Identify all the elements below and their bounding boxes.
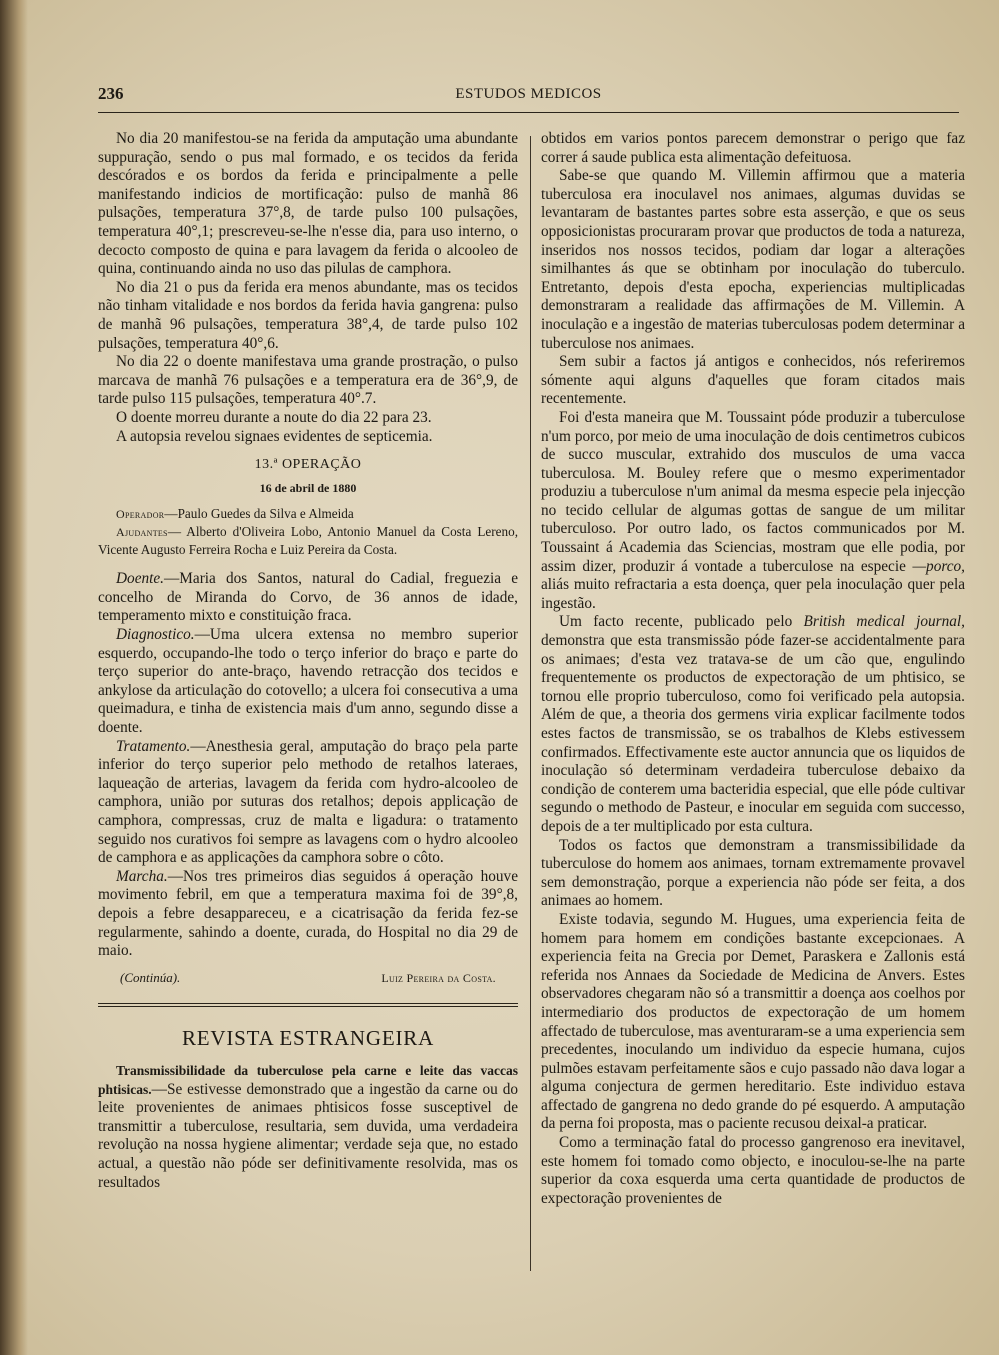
paragraph: A autopsia revelou signaes evidentes de septicemia. xyxy=(116,427,433,445)
article-intro xyxy=(98,1062,518,1192)
section-rule xyxy=(98,1003,518,1004)
operation-title: 13.ª OPERAÇÃO xyxy=(254,457,362,473)
diagnostico-label: Diagnostico. xyxy=(116,626,195,644)
article-text: —Se estivesse demonstrado que a ingestão da carne ou do leite provenientes de animaes phtisicos fosse susceptivel de transmittir a tuberculose, resultaria, sem duvida, uma verdadeira revolução na nossa hygiene alimentar; verdade seja que, no estado actual, a questão não póde ser definitivamente resolvida, mas os resultados xyxy=(98,1080,518,1191)
tratamento-text: —Anesthesia geral, amputação do braço pela parte inferior do terço superior pelo methodo de retalhos lateraes, laqueação de arterias, lavagem da ferida com hydro-alcooleo de camphora, união por suturas dos retalhos; depois applicação de camphora, compressas, cruz de malta e ligadura: o tratamento seguido nos curativos foi sempre as lavagens com o hydro alcooleo de camphora e as applicações da camphora sobre o côto. xyxy=(98,737,518,867)
paragraph: Todos os factos que demonstram a transmissibilidade da tuberculose do homem aos animaes, tornam extremamente provavel sem demonstração, porque a experiencia não póde ser feita, a dos animaes ao homem. xyxy=(541,836,965,910)
header-rule xyxy=(98,112,959,113)
marcha-paragraph xyxy=(98,868,518,961)
text-run: demonstra que esta transmissão póde fazer-se accidentalmente para os animaes; d'esta vez tratava-se de um cão que, engulindo frequentemente os productos de expectoração de um phtisico, se tornou elle proprio tuberculoso, como foi verificado pela autopsia. Além de que, a theoria dos germens viria explicar facilmente todos estes factos de transmissão, se os trabalhos de Klebs estivessem confirmados. Effectivamente este auctor annuncia que os liquidos de inoculação só determinam verdadeira tuberculose debaixo da condição de conterem uma bacteridia especial, que elle póde cultivar segundo o methodo de Pasteur, e inocular em seguida com successo, depois de a ter multiplicado por esta cultura. xyxy=(541,632,965,835)
paragraph: Existe todavia, segundo M. Hugues, uma experiencia feita de homem para homem em condições bastante excepcionaes. A experiencia feita na Grecia por Demet, Paraskera e Zallonis está referida nos Annaes da Sociedade de Medicina de Anvers. Estes observadores chegaram não só a transmittir a doença aos coelhos por intermediario dos productos de expectoração de um homem affectado de tuberculose, mas aventuraram-se a uma experiencia sem precedentes, inoculando um individuo da especie humana, cujos pulmões estavam perfeitamente sãos e cujo passado não dava logar a alguma conjectura de germen hereditario. Este individuo estava affectado de gangrena no dedo grande do pé esquerdo. A amputação da perna foi proposta, mas o paciente recusou deixal-a praticar. xyxy=(541,910,965,1133)
signature-row xyxy=(98,969,518,988)
column-divider xyxy=(530,136,531,1271)
ajudantes-line xyxy=(98,523,518,558)
paragraph xyxy=(541,409,965,614)
paragraph: O doente morreu durante a noute do dia 22 para 23. xyxy=(116,408,432,426)
text-run: aliás muito refractaria a esta doença, quer pela inoculação quer pela ingestão. xyxy=(541,576,965,612)
operador-text: —Paulo Guedes da Silva e Almeida xyxy=(164,506,354,522)
operador-line xyxy=(98,505,518,523)
paragraph: No dia 20 manifestou-se na ferida da amputação uma abundante suppuração, sendo o pus mal formado, e os tecidos da ferida descórados e os bordos da ferida e principalmente a pelle manifestando indicios de mortificação: pulso de manhã 86 pulsações, temperatura 37°,8, de tarde pulso 100 pulsações, temperatura 40°,1; prescreveu-se-lhe n'esse dia, para uso interno, o decocto composto de quina e para lavagem da ferida o alcooleo de quina, continuando ainda no uso das pilulas de camphora. xyxy=(98,130,518,278)
operation-date: 16 de abril de 1880 xyxy=(259,480,357,495)
ajudantes-text: — Alberto d'Oliveira Lobo, Antonio Manuel da Costa Lereno, Vicente Augusto Ferreira Rocha e Luiz Pereira da Costa. xyxy=(98,524,518,558)
journal-title: British medical journal, xyxy=(803,613,965,631)
paragraph: No dia 21 o pus da ferida era menos abundante, mas os tecidos não tinham vitalidade e nos bordos da ferida havia gangrena: pulso de manhã 96 pulsações, temperatura 38°,4, de tarde pulso 102 pulsações, temperatura 40°,6. xyxy=(98,278,518,352)
right-column xyxy=(541,130,965,1208)
marcha-label: Marcha. xyxy=(116,867,168,885)
paragraph: obtidos em varios pontos parecem demonstrar o perigo que faz correr á saude publica esta alimentação defeituosa. xyxy=(541,130,965,166)
ajudantes-label: Ajudantes xyxy=(116,525,168,540)
text-run: Um facto recente, publicado pelo xyxy=(559,613,804,631)
running-head: ESTUDOS MEDICOS xyxy=(455,86,602,102)
text-run: Foi d'esta maneira que M. Toussaint póde produzir a tuberculose n'um porco, por meio de uma inoculação de dois centimetros cubicos de succo muscular, extrahido dos musculos de uma vacca tuberculosa. M. Bouley refere que o mesmo experimentador produziu a tuberculose n'um animal da mesma especie pela injecção no tecido cellular de algumas gottas de sangue de um militar tuberculoso. Por outro lado, os factos communicados por M. Toussaint á Academia das Sciencias, mostram que elle podia, por assim dizer, produzir á vontade a tuberculose na especie xyxy=(541,408,965,575)
paragraph: Sabe-se que quando M. Villemin affirmou que a materia tuberculosa era inoculavel nos animaes, algumas duvidas se levantaram de bastantes partes sobre esta asserção, e que os seus opposicionistas procuraram provar que productos de toda a natureza, inseridos nos nossos tecidos, podiam dar logar a alterações similhantes ás que se obtinham por inoculação do tuberculo. Entretanto, depois d'esta epocha, experiencias multiplicadas demonstraram a realidade das affirmações de M. Villemin. A inoculação e a ingestão de materias tuberculosas podem determinar a tuberculose nos animaes. xyxy=(541,167,965,352)
paragraph: Sem subir a factos já antigos e conhecidos, nós referiremos sómente aqui alguns d'aquelles que foram citados mais recentemente. xyxy=(541,353,965,408)
paragraph xyxy=(541,613,965,836)
doente-label: Doente. xyxy=(116,570,164,588)
author-signature: Luiz Pereira da Costa. xyxy=(381,970,496,985)
left-column xyxy=(98,130,518,1192)
doente-paragraph xyxy=(98,570,518,626)
diagnostico-paragraph xyxy=(98,626,518,738)
marcha-text: —Nos tres primeiros dias seguidos á operação houve movimento febril, em que a temperatura maxima foi de 39°,8, depois a febre desappareceu, e a cicatrisação da ferida fez-se regularmente, sahindo a doente, curada, do Hospital no dia 29 de maio. xyxy=(98,867,518,960)
page-number: 236 xyxy=(98,84,124,103)
doente-text: —Maria dos Santos, natural do Cadial, freguezia e concelho de Miranda do Corvo, de 36 annos de idade, temperamento mixto e constituição fraca. xyxy=(98,570,518,625)
continua-note: (Continúa). xyxy=(120,969,181,985)
page-header xyxy=(98,84,959,110)
paragraph: Como a terminação fatal do processo gangrenoso era inevitavel, este homem foi tomado como objecto, e inoculou-se-lhe na parte superior da coxa esquerda uma certa quantidade de productos de expectoração provenientes de xyxy=(541,1134,965,1207)
italic-run: —porco, xyxy=(912,557,965,575)
operador-label: Operador xyxy=(116,507,165,522)
tratamento-label: Tratamento. xyxy=(116,737,191,755)
article-heading: Transmissibilidade da tuberculose pela carne e leite das vaccas phtisicas. xyxy=(98,1062,518,1097)
diagnostico-text: —Uma ulcera extensa no membro superior esquerdo, occupando-lhe todo o terço inferior do braço e parte do terço superior do ante-braço, havendo retracção dos tecidos e ankylose da articulação do cotovello; a ulcera foi consecutiva a uma queimadura, e tinha de existencia mais d'um anno, segundo disse a doente. xyxy=(98,626,518,737)
page-edge-shadow xyxy=(0,0,28,1355)
section-title: REVISTA ESTRANGEIRA xyxy=(181,1026,435,1051)
section-rule-thin xyxy=(98,1006,518,1007)
paragraph: No dia 22 o doente manifestava uma grande prostração, o pulso marcava de manhã 76 pulsações e a temperatura era de 36°,9, de tarde pulso 115 pulsações, temperatura 40°.7. xyxy=(98,353,518,408)
tratamento-paragraph xyxy=(98,738,518,868)
